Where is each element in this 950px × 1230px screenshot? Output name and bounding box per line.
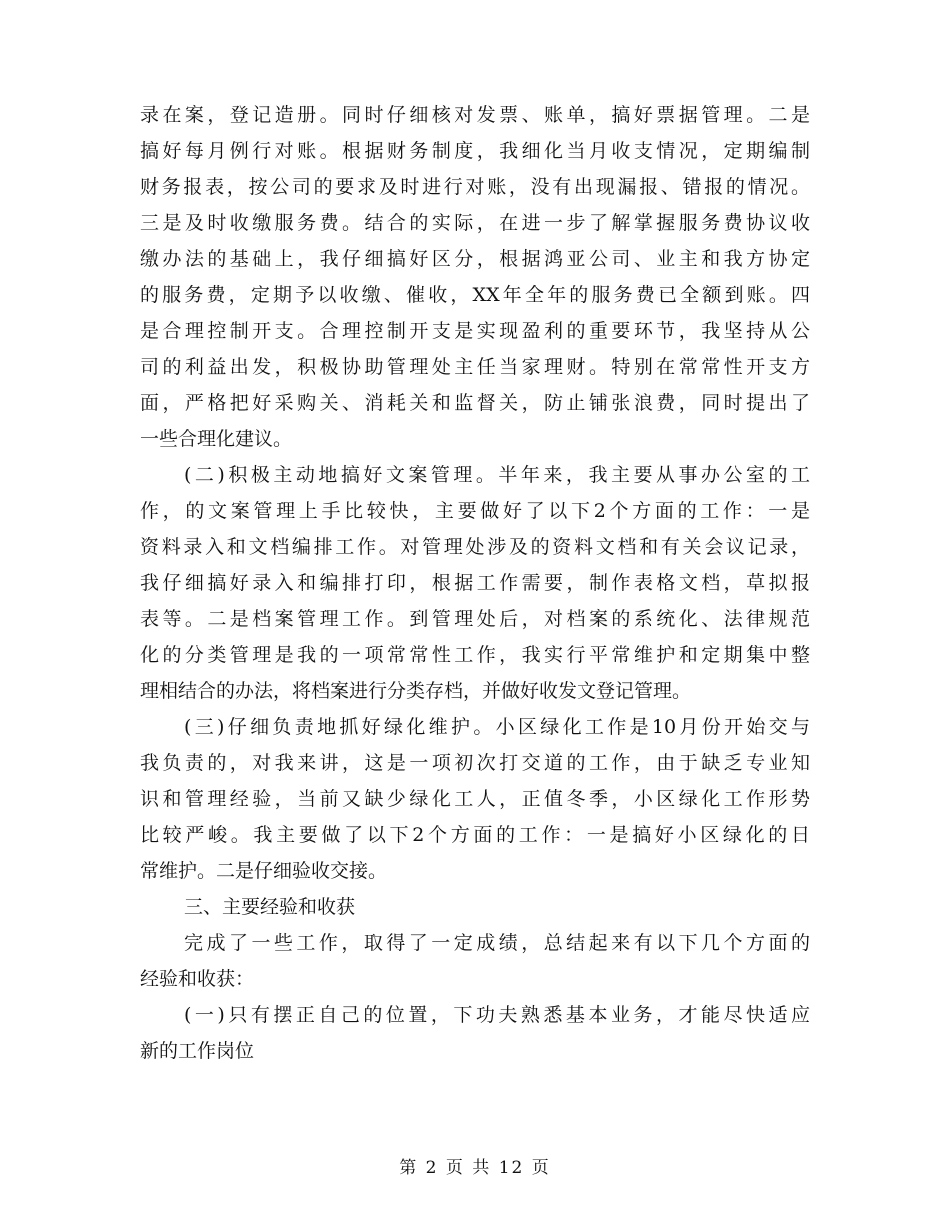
page-number-footer: 第 2 页 共 12 页 [399, 1158, 551, 1178]
paragraph-line: 面，严格把好采购关、消耗关和监督关，防止铺张浪费，同时提出了 [140, 392, 810, 414]
paragraph-line: 我负责的，对我来讲，这是一项初次打交道的工作，由于缺乏专业知 [140, 752, 810, 774]
paragraph-line: (三)仔细负责地抓好绿化维护。小区绿化工作是10月份开始交与 [184, 716, 810, 738]
paragraph-line: 比较严峻。我主要做了以下2个方面的工作：一是搞好小区绿化的日 [140, 824, 810, 846]
paragraph-line: 的服务费，定期予以收缴、催收，XX年全年的服务费已全额到账。四 [140, 284, 810, 306]
document-body [140, 97, 810, 1069]
paragraph-line: 财务报表，按公司的要求及时进行对账，没有出现漏报、错报的情况。 [140, 176, 810, 198]
paragraph-line: 化的分类管理是我的一项常常性工作，我实行平常维护和定期集中整 [140, 644, 810, 666]
paragraph-line: 司的利益出发，积极协助管理处主任当家理财。特别在常常性开支方 [140, 356, 810, 378]
paragraph-line: 搞好每月例行对账。根据财务制度，我细化当月收支情况，定期编制 [140, 140, 810, 162]
paragraph-line: 资料录入和文档编排工作。对管理处涉及的资料文档和有关会议记录， [140, 536, 810, 558]
paragraph-line: 完成了一些工作，取得了一定成绩，总结起来有以下几个方面的 [184, 932, 810, 954]
paragraph-line: 理相结合的办法，将档案进行分类存档，并做好收发文登记管理。 [140, 680, 692, 702]
paragraph-line: 经验和收获： [140, 968, 255, 990]
paragraph-line: 是合理控制开支。合理控制开支是实现盈利的重要环节，我坚持从公 [140, 320, 810, 342]
paragraph-line: 我仔细搞好录入和编排打印，根据工作需要，制作表格文档，草拟报 [140, 572, 810, 594]
paragraph-line: 三、主要经验和收获 [184, 896, 356, 918]
paragraph-line: 常维护。二是仔细验收交接。 [140, 860, 388, 882]
paragraph-line: 录在案，登记造册。同时仔细核对发票、账单，搞好票据管理。二是 [140, 104, 810, 126]
paragraph-line: 识和管理经验，当前又缺少绿化工人，正值冬季，小区绿化工作形势 [140, 788, 810, 810]
paragraph-line: 一些合理化建议。 [140, 428, 293, 450]
paragraph-line: 缴办法的基础上，我仔细搞好区分，根据鸿亚公司、业主和我方协定 [140, 248, 810, 270]
paragraph-line: 作，的文案管理上手比较快，主要做好了以下2个方面的工作：一是 [140, 500, 810, 522]
paragraph-line: 表等。二是档案管理工作。到管理处后，对档案的系统化、法律规范 [140, 608, 810, 630]
paragraph-line: (一)只有摆正自己的位置，下功夫熟悉基本业务，才能尽快适应 [184, 1004, 810, 1026]
paragraph-line: 三是及时收缴服务费。结合的实际，在进一步了解掌握服务费协议收 [140, 212, 810, 234]
paragraph-line: 新的工作岗位 [140, 1040, 255, 1062]
paragraph-line: (二)积极主动地搞好文案管理。半年来，我主要从事办公室的工 [184, 464, 810, 486]
